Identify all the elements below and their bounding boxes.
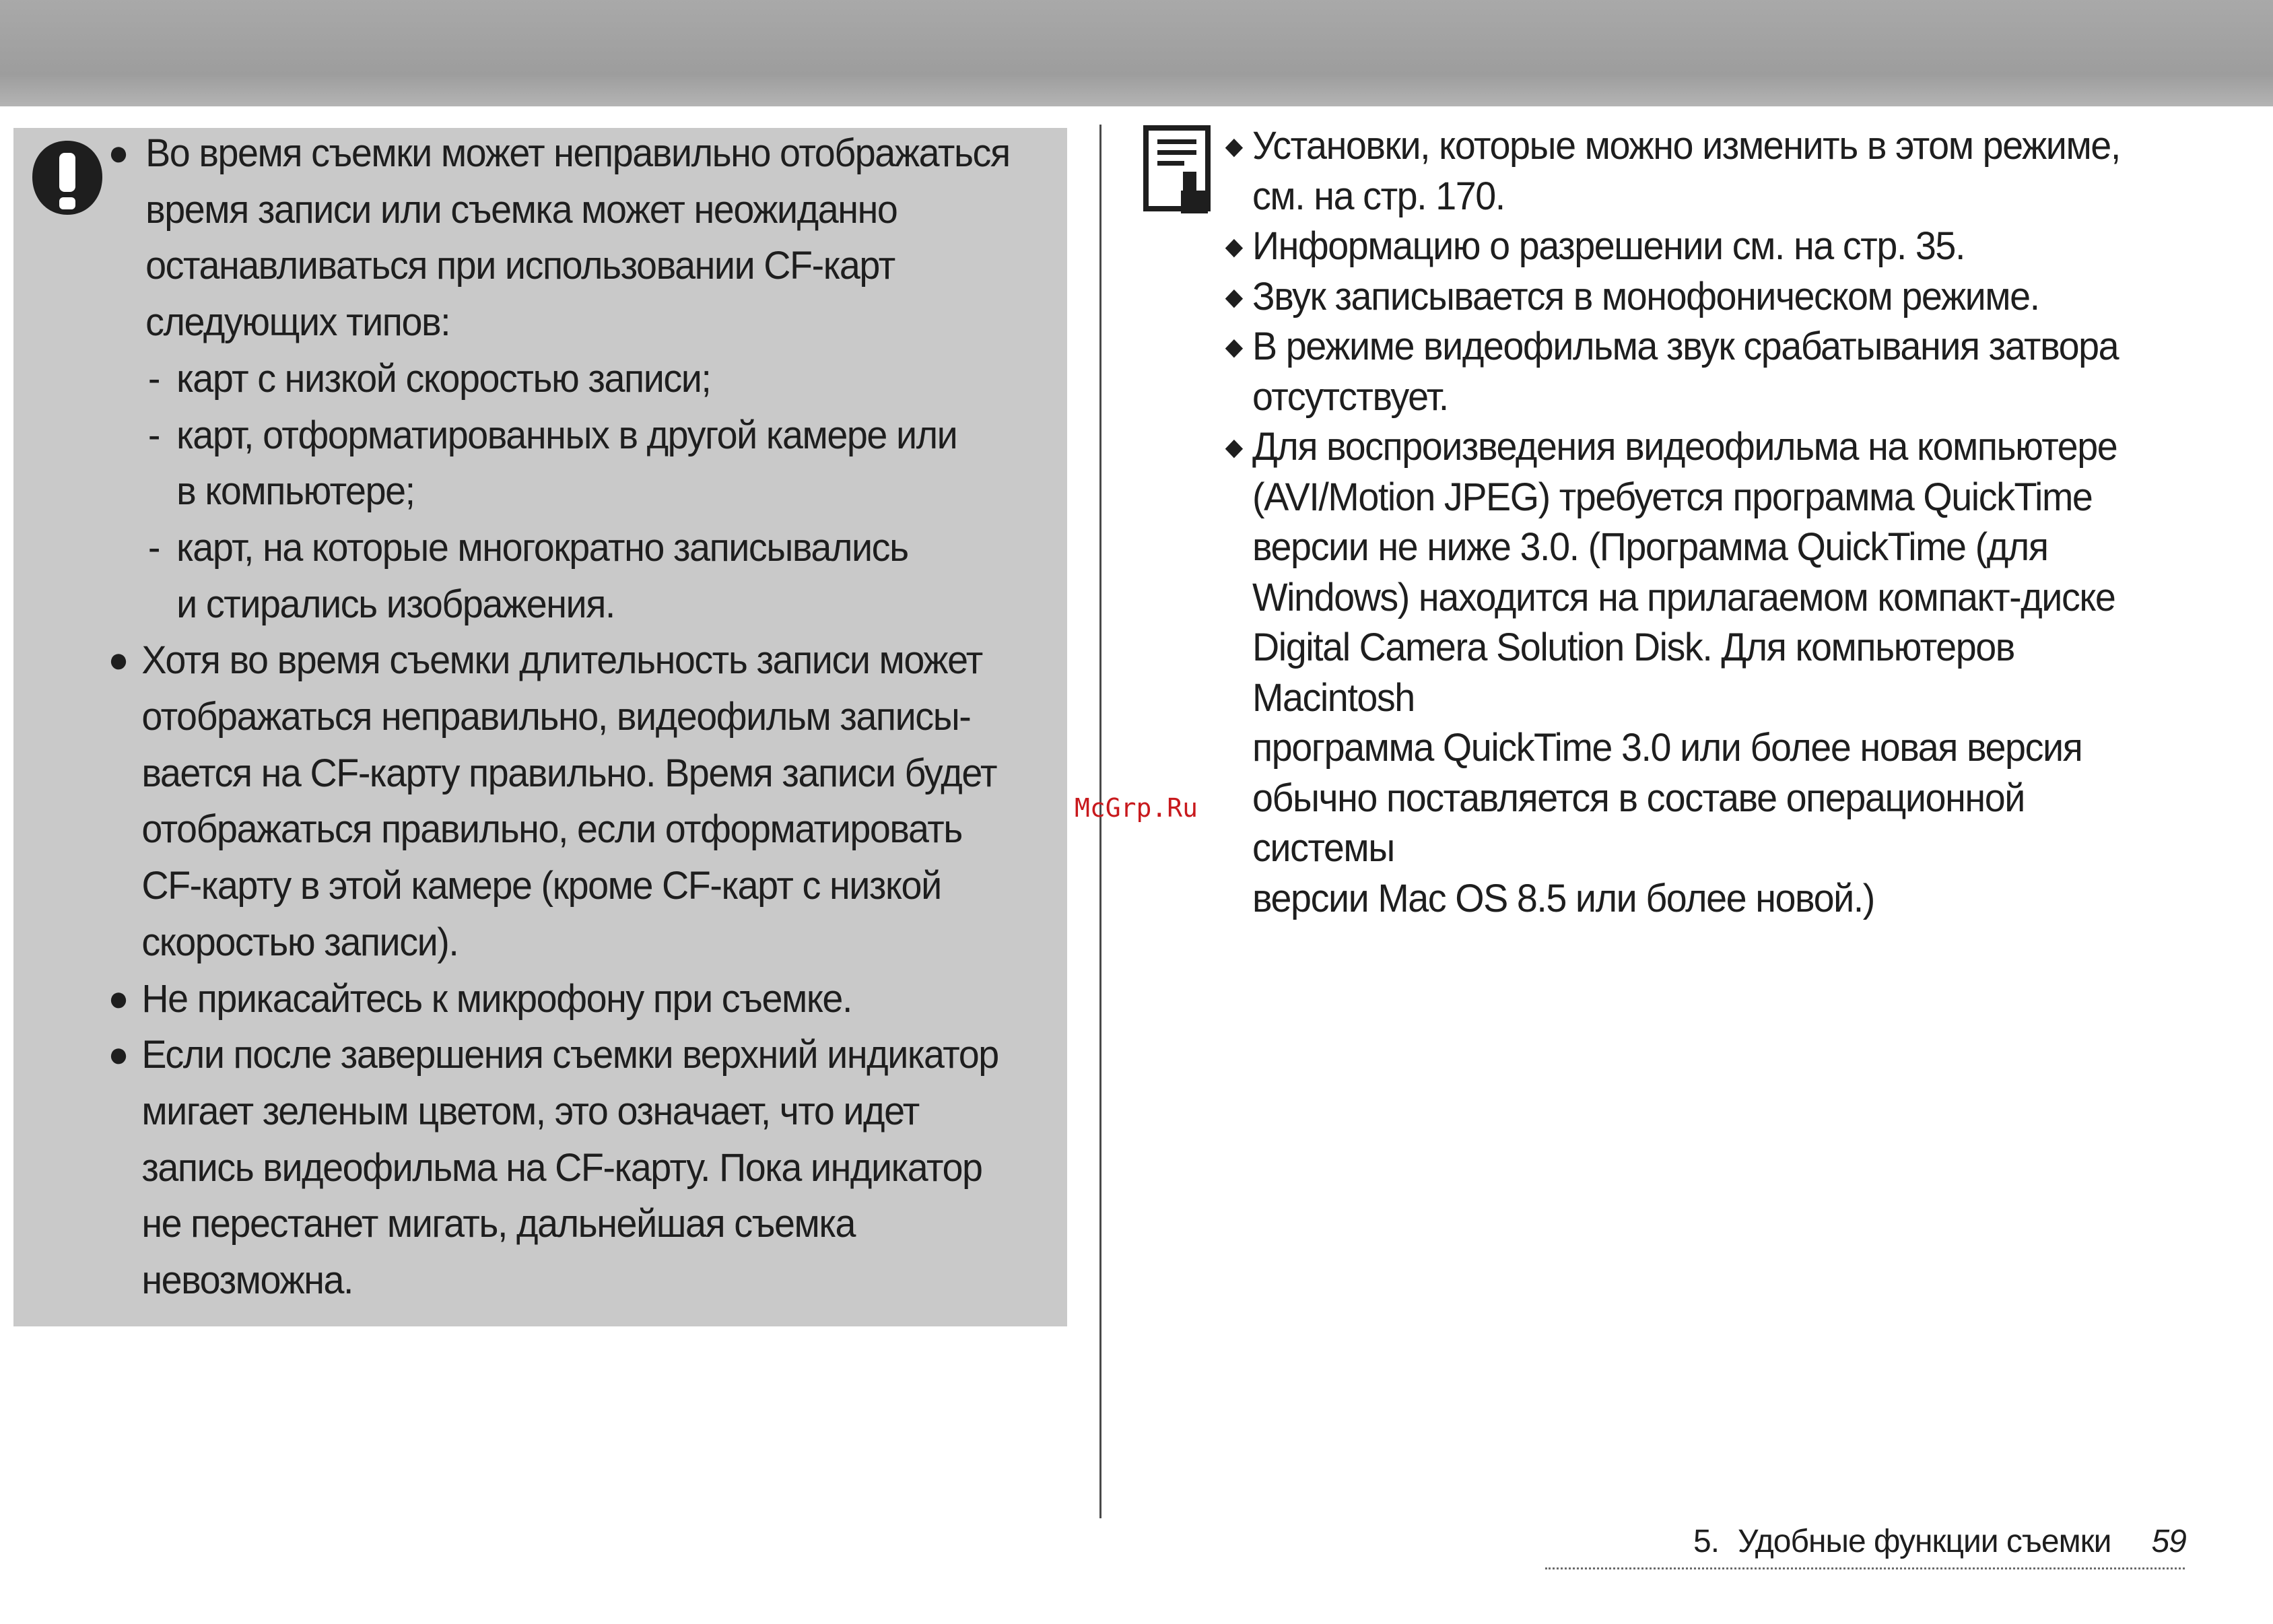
caution-item-2-line-5: CF-карту в этой камере (кроме CF-карт с низкой — [141, 864, 941, 908]
page-footer — [1693, 1523, 2186, 1560]
caution-item-1-line-3: останавливаться при использовании CF-карт — [145, 244, 895, 288]
caution-exclamation-icon — [27, 138, 108, 219]
memo-note-icon — [1143, 125, 1213, 219]
note-item-5-line-6: программа QuickTime 3.0 или более новая версия — [1252, 726, 2082, 770]
caution-item-4-line-3: запись видеофильма на CF-карту. Пока индикатор — [141, 1145, 982, 1190]
diamond-bullet: ◆ — [1225, 132, 1242, 160]
caution-item-1-line-4: следующих типов: — [145, 300, 450, 345]
note-item-1-line-2: см. на стр. 170. — [1252, 174, 1505, 218]
caution-item-2-line-3: вается на CF-карту правильно. Время записи будет — [141, 751, 997, 795]
caution-item-4-line-1: ● Если после завершения съемки верхний индикатор — [114, 1027, 1019, 1083]
dash: - — [147, 356, 160, 401]
caution-subitem-2-cont: в компьютере; — [176, 469, 415, 514]
caution-item-2-line-1: ● Хотя во время съемки длительность записи может — [114, 632, 1019, 689]
bullet-dot: ● — [108, 133, 129, 173]
section-number: 5. — [1693, 1524, 1720, 1559]
notes-text — [1225, 121, 2157, 924]
watermark-link[interactable]: McGrp.Ru — [1075, 793, 1198, 823]
note-item-5-line-3: версии не ниже 3.0. (Программа QuickTime (для — [1252, 525, 2048, 569]
caution-subitem-2: - карт, отформатированных в другой камере или — [114, 407, 1019, 464]
top-gray-band — [0, 0, 2273, 106]
caution-item-1-line-2: время записи или съемка может неожиданно — [145, 187, 897, 232]
note-item-5-line-1: ◆ Для воспроизведения видеофильма на компьютере — [1252, 422, 2157, 473]
diamond-bullet: ◆ — [1225, 282, 1242, 310]
caution-item-2-line-2: отображаться неправильно, видеофильм записы- — [141, 695, 971, 739]
note-item-5-line-7: обычно поставляется в составе операционной системы — [1252, 776, 2025, 870]
note-item-4-line-1: ◆ В режиме видеофильма звук срабатывания затвора — [1252, 322, 2157, 372]
dash: - — [147, 525, 160, 570]
bullet-dot: ● — [108, 978, 129, 1019]
caution-item-2-line-4: отображаться правильно, если отформатировать — [141, 807, 962, 852]
caution-subitem-3-cont: и стирались изображения. — [176, 582, 615, 626]
dash: - — [147, 413, 160, 457]
note-item-4-line-2: отсутствует. — [1252, 374, 1448, 419]
caution-subitem-1: - карт с низкой скоростью записи; — [114, 351, 1019, 407]
caution-item-4-line-2: мигает зеленым цветом, это означает, что идет — [141, 1089, 919, 1133]
caution-item-3-line-1: ● Не прикасайтесь к микрофону при съемке. — [114, 971, 1019, 1027]
caution-item-4-line-4: не перестанет мигать, дальнейшая съемка — [141, 1202, 856, 1246]
diamond-bullet: ◆ — [1225, 433, 1242, 461]
caution-text — [108, 125, 1019, 1309]
caution-item-1-line-1: ● Во время съемки может неправильно отображаться — [114, 125, 1019, 182]
note-item-5-line-4: Windows) находится на прилагаемом компакт-диске — [1252, 575, 2115, 619]
page-number: 59 — [2151, 1524, 2186, 1559]
section-title: Удобные функции съемки — [1738, 1524, 2111, 1559]
note-item-2-line-1: ◆ Информацию о разрешении см. на стр. 35. — [1252, 222, 2157, 272]
note-item-1-line-1: ◆ Установки, которые можно изменить в этом режиме, — [1252, 121, 2157, 172]
note-item-5-line-2: (AVI/Motion JPEG) требуется программа QuickTime — [1252, 475, 2093, 519]
bullet-dot: ● — [108, 640, 129, 681]
note-item-5-line-8: версии Mac OS 8.5 или более новой.) — [1252, 876, 1874, 920]
bullet-dot: ● — [108, 1034, 129, 1075]
caution-item-4-line-5: невозможна. — [141, 1258, 353, 1303]
diamond-bullet: ◆ — [1225, 232, 1242, 260]
note-item-3-line-1: ◆ Звук записывается в монофоническом режиме. — [1252, 272, 2157, 323]
caution-subitem-3: - карт, на которые многократно записывались — [114, 520, 1019, 576]
footer-rule — [1545, 1567, 2185, 1569]
note-item-5-line-5: Digital Camera Solution Disk. Для компьютеров Macintosh — [1252, 625, 2014, 720]
diamond-bullet: ◆ — [1225, 333, 1242, 360]
caution-item-2-line-6: скоростью записи). — [141, 920, 459, 964]
